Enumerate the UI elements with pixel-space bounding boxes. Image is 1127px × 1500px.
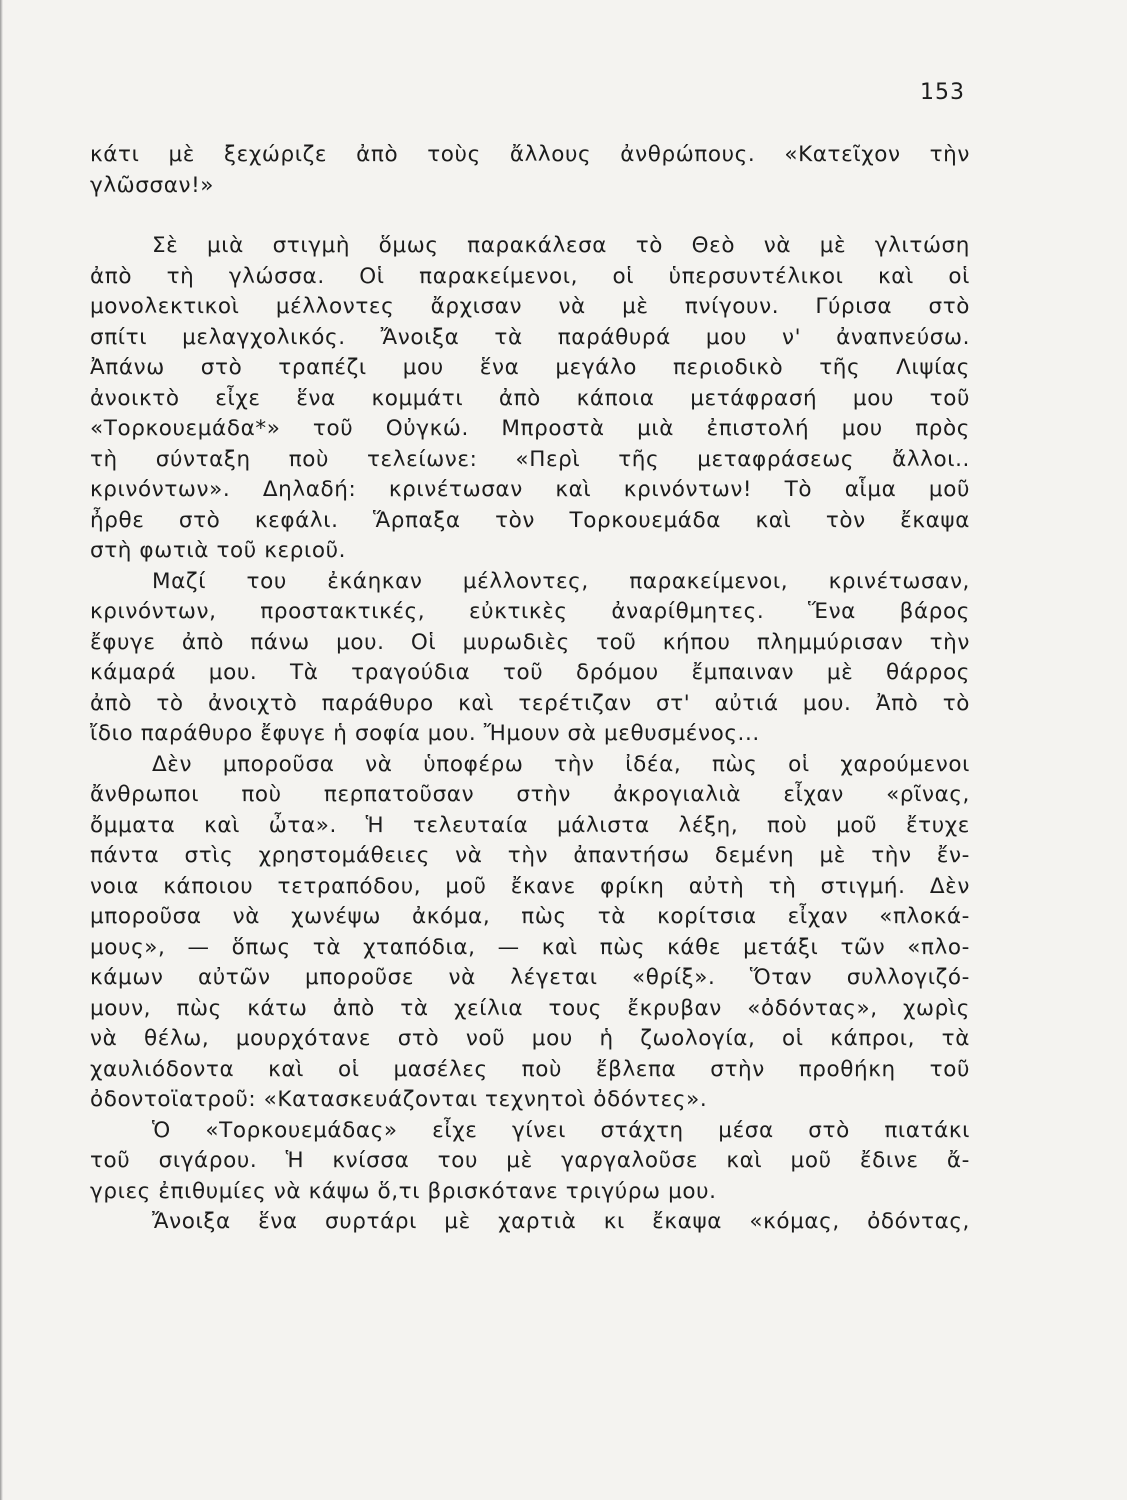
text-line: γριες ἐπιθυμίες νὰ κάψω ὅ,τι βρισκότανε τριγύρω μου. bbox=[90, 1178, 717, 1204]
text-line: τὴ σύνταξη ποὺ τελείωνε: «Περὶ τῆς μεταφράσεως ἄλλοι.. bbox=[90, 446, 970, 472]
body-text bbox=[90, 140, 970, 1238]
text-line: ἀπὸ τὴ γλώσσα. Οἱ παρακείμενοι, οἱ ὑπερσυντέλικοι καὶ οἱ bbox=[90, 263, 970, 289]
text-line: κρινόντων». Δηλαδή: κρινέτωσαν καὶ κρινόντων! Τὸ αἷμα μοῦ bbox=[90, 477, 970, 502]
text-line: Ἄνοιξα ἕνα συρτάρι μὲ χαρτιὰ κι ἔκαψα «κόμας, ὀδόντας, bbox=[152, 1209, 970, 1234]
text-line: ἴδιο παράθυρο ἔφυγε ἡ σοφία μου. Ἤμουν σὰ μεθυσμένος... bbox=[90, 721, 760, 746]
page-number: 153 bbox=[920, 80, 965, 105]
text-line: ἔφυγε ἀπὸ πάνω μου. Οἱ μυρωδιὲς τοῦ κήπου πλημμύρισαν τὴν bbox=[90, 629, 970, 655]
text-line: πάντα στὶς χρηστομάθειες νὰ τὴν ἀπαντήσω δεμένη μὲ τὴν ἔν- bbox=[90, 843, 970, 868]
text-line: ἀπὸ τὸ ἀνοιχτὸ παράθυρο καὶ τερέτιζαν στ' αὐτιά μου. Ἀπὸ τὸ bbox=[90, 690, 970, 716]
scan-edge-shadow bbox=[0, 0, 3, 1500]
text-line: ἄνθρωποι ποὺ περπατοῦσαν στὴν ἀκρογιαλιὰ εἶχαν «ρῖνας, bbox=[90, 782, 970, 807]
text-line: μουν, πὼς κάτω ἀπὸ τὰ χείλια τους ἔκρυβαν «ὀδόντας», χωρὶς bbox=[90, 995, 970, 1021]
text-line: μους», — ὅπως τὰ χταπόδια, — καὶ πὼς κάθε μετάξι τῶν «πλο- bbox=[90, 934, 970, 960]
text-line: μονολεκτικοὶ μέλλοντες ἄρχισαν νὰ μὲ πνίγουν. Γύρισα στὸ bbox=[90, 294, 970, 319]
text-line: κάμαρά μου. Τὰ τραγούδια τοῦ δρόμου ἔμπαιναν μὲ θάρρος bbox=[90, 660, 970, 685]
text-line: «Τορκουεμάδα*» τοῦ Οὐγκώ. Μπροστὰ μιὰ ἐπιστολή μου πρὸς bbox=[90, 416, 970, 441]
text-line: τοῦ σιγάρου. Ἡ κνίσσα του μὲ γαργαλοῦσε καὶ μοῦ ἔδινε ἄ- bbox=[90, 1148, 970, 1173]
text-line: ἀνοικτὸ εἶχε ἕνα κομμάτι ἀπὸ κάποια μετάφρασή μου τοῦ bbox=[90, 385, 970, 411]
text-line: νοια κάποιου τετραπόδου, μοῦ ἔκανε φρίκη αὐτὴ τὴ στιγμή. Δὲν bbox=[90, 873, 970, 899]
text-line: ἦρθε στὸ κεφάλι. Ἅρπαξα τὸν Τορκουεμάδα καὶ τὸν ἔκαψα bbox=[90, 507, 970, 533]
text-line: μποροῦσα νὰ χωνέψω ἀκόμα, πὼς τὰ κορίτσια εἶχαν «πλοκά- bbox=[90, 904, 970, 929]
text-line: ὄμματα καὶ ὦτα». Ἡ τελευταία μάλιστα λέξη, ποὺ μοῦ ἔτυχε bbox=[90, 812, 970, 838]
text-line: χαυλιόδοντα καὶ οἱ μασέλες ποὺ ἔβλεπα στὴν προθήκη τοῦ bbox=[90, 1056, 970, 1082]
text-line: γλῶσσαν!» bbox=[90, 172, 215, 198]
text-line: Δὲν μποροῦσα νὰ ὑποφέρω τὴν ἰδέα, πὼς οἱ χαρούμενοι bbox=[152, 751, 970, 777]
text-line: κάμων αὐτῶν μποροῦσε νὰ λέγεται «θρίξ». Ὅταν συλλογιζό- bbox=[90, 965, 970, 990]
text-line: Ὁ «Τορκουεμάδας» εἶχε γίνει στάχτη μέσα στὸ πιατάκι bbox=[152, 1117, 970, 1143]
text-line: στὴ φωτιὰ τοῦ κεριοῦ. bbox=[90, 538, 347, 563]
text-line: Σὲ μιὰ στιγμὴ ὅμως παρακάλεσα τὸ Θεὸ νὰ μὲ γλιτώση bbox=[152, 233, 970, 258]
text-line: σπίτι μελαγχολικός. Ἄνοιξα τὰ παράθυρά μου ν' ἀναπνεύσω. bbox=[90, 324, 970, 350]
paragraph-gap bbox=[90, 201, 970, 231]
text-line: Μαζί του ἐκάηκαν μέλλοντες, παρακείμενοι, κρινέτωσαν, bbox=[152, 568, 970, 594]
text-line: κάτι μὲ ξεχώριζε ἀπὸ τοὺς ἄλλους ἀνθρώπους. «Κατεῖχον τὴν bbox=[90, 142, 970, 167]
text-line: νὰ θέλω, μουρχότανε στὸ νοῦ μου ἡ ζωολογία, οἱ κάπροι, τὰ bbox=[90, 1026, 970, 1051]
text-line: κρινόντων, προστακτικές, εὐκτικὲς ἀναρίθμητες. Ἕνα βάρος bbox=[90, 599, 970, 624]
text-line: Ἀπάνω στὸ τραπέζι μου ἕνα μεγάλο περιοδικὸ τῆς Λιψίας bbox=[90, 355, 970, 380]
text-line: ὀδοντοϊατροῦ: «Κατασκευάζονται τεχνητοὶ ὀδόντες». bbox=[90, 1087, 708, 1112]
